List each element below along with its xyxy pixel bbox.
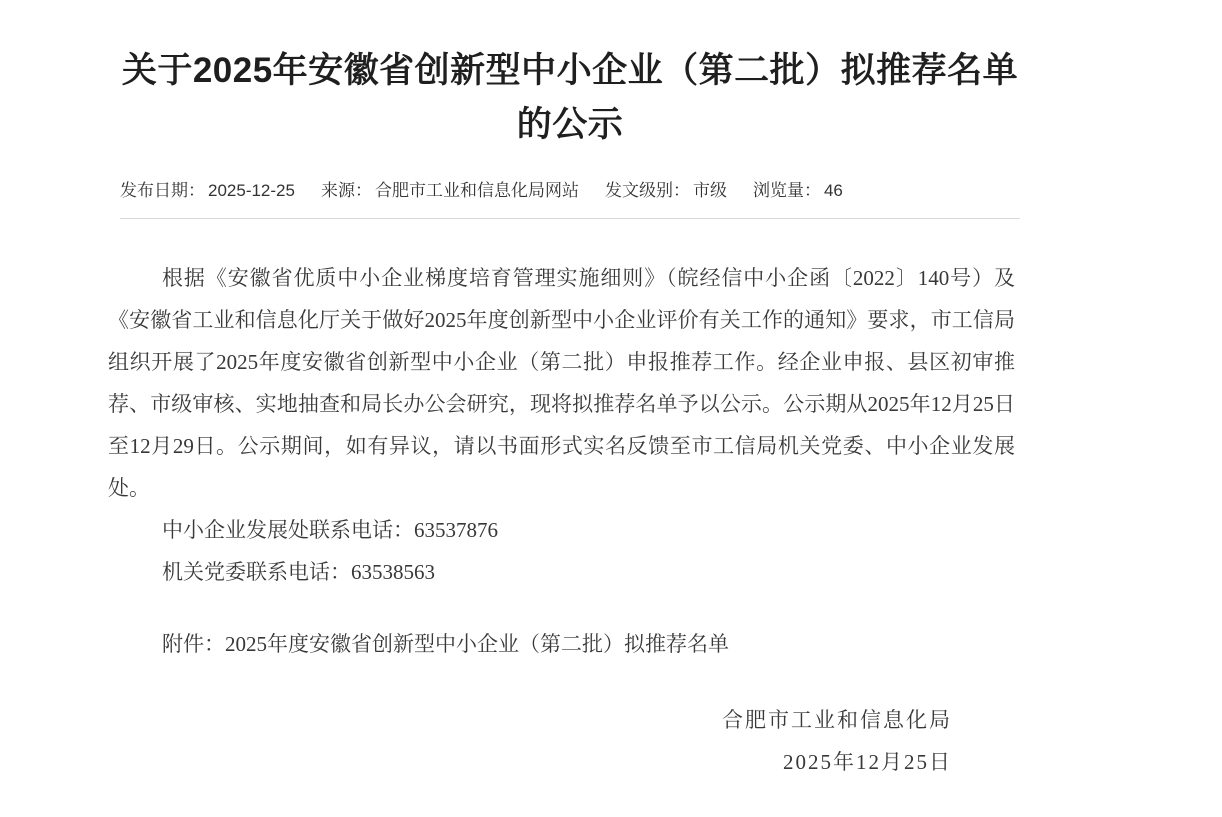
meta-doc-level-value: 市级: [692, 181, 727, 200]
meta-source-label: 来源：: [320, 181, 372, 200]
article-header: [120, 44, 1020, 219]
meta-divider: [120, 218, 1020, 219]
signature-block: [108, 699, 1015, 783]
article-body: [108, 257, 1015, 783]
meta-views-label: 浏览量：: [752, 181, 821, 200]
page-title: 关于2025年安徽省创新型中小企业（第二批）拟推荐名单的公示: [121, 51, 1019, 144]
signature-agency: 合肥市工业和信息化局: [722, 708, 952, 732]
meta-source: [321, 180, 579, 201]
signature-date: 2025年12月25日: [783, 750, 952, 774]
contact-line-smes-office: 中小企业发展处联系电话：63537876: [162, 518, 498, 542]
announcement-paragraph: 根据《安徽省优质中小企业梯度培育管理实施细则》（皖经信中小企函〔2022〕140号）及《安徽省工业和信息化厅关于做好2025年度创新型中小企业评价有关工作的通知》要求，市工信局组织开展了2025年度安徽省创新型中小企业（第二批）申报推荐工作。经企业申报、县区初审推荐、市级审核、实地抽查和局长办公会研究，现将拟推荐名单予以公示。公示期从2025年12月25日至12月29日。公示期间，如有异议，请以书面形式实名反馈至市工信局机关党委、中小企业发展处。: [108, 266, 1015, 500]
meta-publish-date: [120, 180, 295, 201]
meta-views: [753, 180, 843, 201]
meta-source-value: 合肥市工业和信息化局网站: [374, 181, 579, 200]
meta-doc-level-label: 发文级别：: [604, 181, 690, 200]
article-meta: [120, 180, 1020, 201]
attachment-line: 附件：2025年度安徽省创新型中小企业（第二批）拟推荐名单: [162, 632, 729, 656]
meta-publish-date-value: 2025-12-25: [208, 181, 295, 200]
meta-views-value: 46: [823, 181, 843, 200]
meta-publish-date-label: 发布日期：: [120, 181, 205, 200]
contact-line-party-committee: 机关党委联系电话：63538563: [162, 560, 435, 584]
meta-doc-level: [605, 180, 727, 201]
